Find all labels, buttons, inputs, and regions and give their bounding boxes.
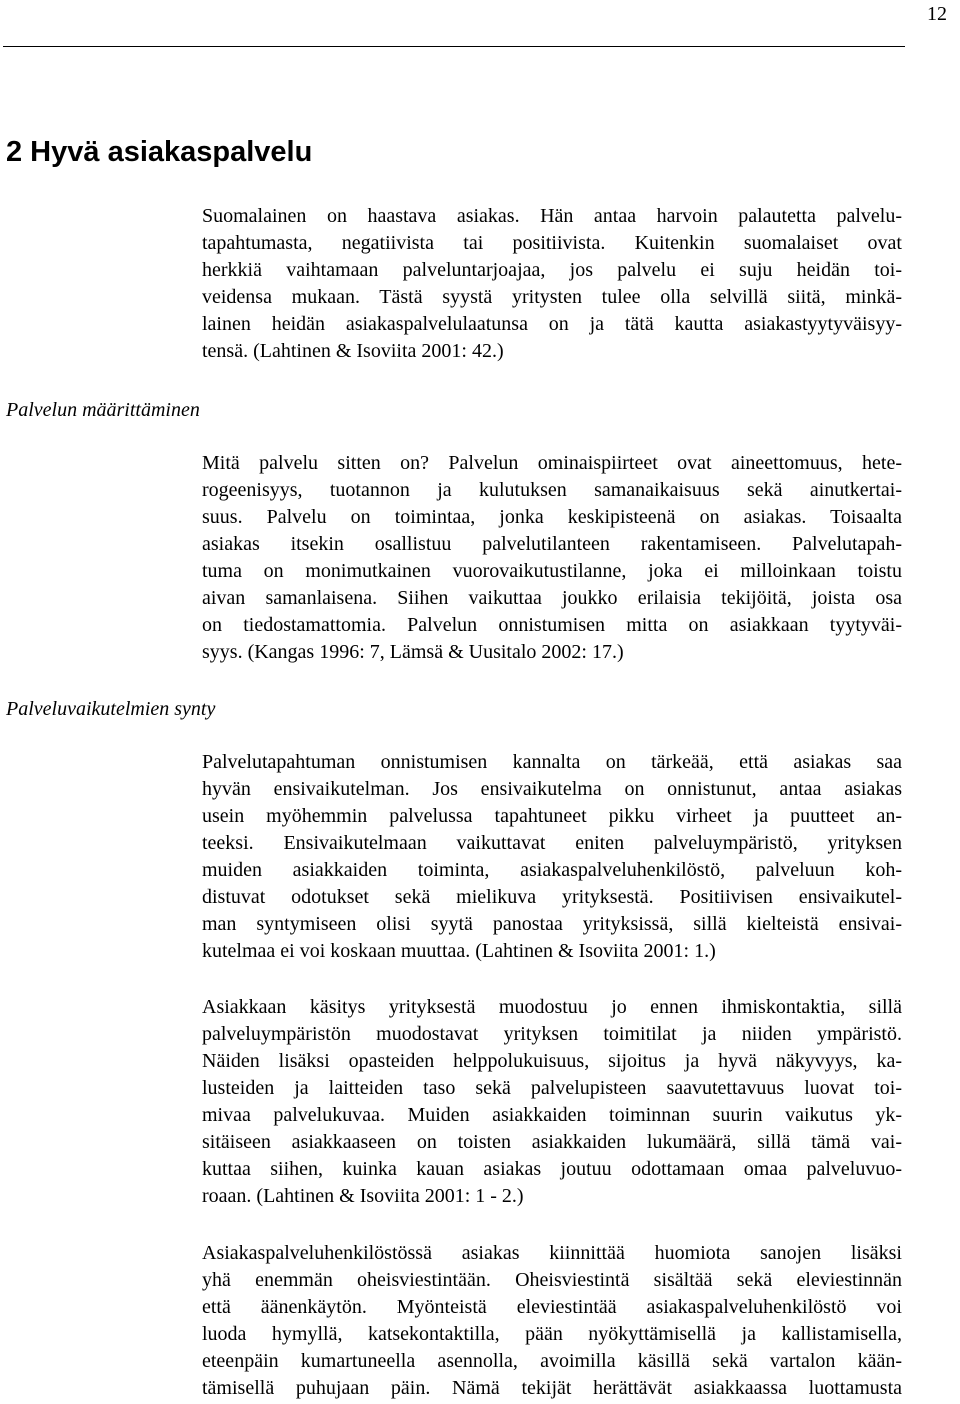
text-line: on tiedostamattomia. Palvelun onnistumisen mitta on asiakkaan tyytyväi- <box>202 614 902 636</box>
text-line: suus. Palvelu on toimintaa, jonka keskipisteenä on asiakas. Toisaalta <box>202 506 902 528</box>
text-line: asiakas itsekin osallistuu palvelutilanteen rakentamiseen. Palvelutapah- <box>202 533 902 555</box>
paragraph-5 <box>202 1240 902 1402</box>
paragraph-2 <box>202 450 902 666</box>
text-line: tapahtumasta, negatiivista tai positiivista. Kuitenkin suomalaiset ovat <box>202 232 902 254</box>
paragraph-1 <box>202 203 902 365</box>
text-line: Palvelutapahtuman onnistumisen kannalta on tärkeää, että asiakas saa <box>202 751 902 773</box>
text-line: mivaa palvelukuvaa. Muiden asiakkaiden toiminnan suurin vaikutus yk- <box>202 1104 902 1126</box>
text-line: Asiakkaan käsitys yrityksestä muodostuu jo ennen ihmiskontaktia, sillä <box>202 996 902 1018</box>
text-line: Asiakaspalveluhenkilöstössä asiakas kiinnittää huomiota sanojen lisäksi <box>202 1242 902 1264</box>
text-line: tämisellä puhujaan päin. Nämä tekijät herättävät asiakkaassa luottamusta <box>202 1377 902 1399</box>
text-line: että äänenkäytön. Myönteistä eleviestintää asiakaspalveluhenkilöstö voi <box>202 1296 902 1318</box>
text-line: veidensa mukaan. Tästä syystä yritysten tulee olla selvillä siitä, minkä- <box>202 286 902 308</box>
header-rule <box>3 46 905 47</box>
text-line: Näiden lisäksi opasteiden helppolukuisuus, sijoitus ja hyvä näkyvyys, ka- <box>202 1050 902 1072</box>
text-line: herkkiä vaihtamaan palveluntarjoajaa, jos palvelu ei suju heidän toi- <box>202 259 902 281</box>
text-line: distuvat odotukset sekä mielikuva yrityksestä. Positiivisen ensivaikutel- <box>202 886 902 908</box>
text-line: kutelmaa ei voi koskaan muuttaa. (Lahtinen & Isoviita 2001: 1.) <box>202 940 716 962</box>
text-line: sitäiseen asiakkaaseen on toisten asiakkaiden lukumäärä, sillä tämä vai- <box>202 1131 902 1153</box>
text-line: muiden asiakkaiden toiminta, asiakaspalveluhenkilöstö, palveluun koh- <box>202 859 902 881</box>
text-line: Suomalainen on haastava asiakas. Hän antaa harvoin palautetta palvelu- <box>202 205 902 227</box>
side-heading-palveluvaikutelmien-synty: Palveluvaikutelmien synty <box>6 698 216 720</box>
text-line: eteenpäin kumartuneella asennolla, avoimilla käsillä sekä vartalon kään- <box>202 1350 902 1372</box>
text-line: usein myöhemmin palvelussa tapahtuneet pikku virheet ja puutteet an- <box>202 805 902 827</box>
paragraph-4 <box>202 994 902 1210</box>
text-line: lusteiden ja laitteiden taso sekä palvelupisteen saavutettavuus luovat toi- <box>202 1077 902 1099</box>
page-number: 12 <box>927 3 947 25</box>
text-line: Mitä palvelu sitten on? Palvelun ominaispiirteet ovat aineettomuus, hete- <box>202 452 902 474</box>
text-line: tensä. (Lahtinen & Isoviita 2001: 42.) <box>202 340 504 362</box>
side-heading-palvelun-maarittaminen: Palvelun määrittäminen <box>6 399 200 421</box>
text-line: teeksi. Ensivaikutelmaan vaikuttavat eniten palveluympäristö, yrityksen <box>202 832 902 854</box>
text-line: aivan samanlaisena. Siihen vaikuttaa joukko erilaisia tekijöitä, joista osa <box>202 587 902 609</box>
text-line: syys. (Kangas 1996: 7, Lämsä & Uusitalo 2002: 17.) <box>202 641 624 663</box>
text-line: luoda hymyllä, katsekontaktilla, pään nyökyttämisellä ja kallistamisella, <box>202 1323 902 1345</box>
text-line: hyvän ensivaikutelman. Jos ensivaikutelma on onnistunut, antaa asiakas <box>202 778 902 800</box>
text-line: rogeenisyys, tuotannon ja kulutuksen samanaikaisuus sekä ainutkertai- <box>202 479 902 501</box>
text-line: roaan. (Lahtinen & Isoviita 2001: 1 - 2.) <box>202 1185 524 1207</box>
text-line: palveluympäristön muodostavat yrityksen toimitilat ja niiden ympäristö. <box>202 1023 902 1045</box>
text-line: kuttaa siihen, kuinka kauan asiakas joutuu odottamaan omaa palveluvuo- <box>202 1158 902 1180</box>
text-line: lainen heidän asiakaspalvelulaatunsa on ja tätä kautta asiakastyytyväisyy- <box>202 313 902 335</box>
chapter-title: 2 Hyvä asiakaspalvelu <box>6 136 313 168</box>
text-line: tuma on monimutkainen vuorovaikutustilanne, joka ei milloinkaan toistu <box>202 560 902 582</box>
text-line: man syntymiseen olisi syytä panostaa yrityksissä, sillä kielteistä ensivai- <box>202 913 902 935</box>
paragraph-3 <box>202 749 902 965</box>
text-line: yhä enemmän oheisviestintään. Oheisviestintä sisältää sekä eleviestinnän <box>202 1269 902 1291</box>
